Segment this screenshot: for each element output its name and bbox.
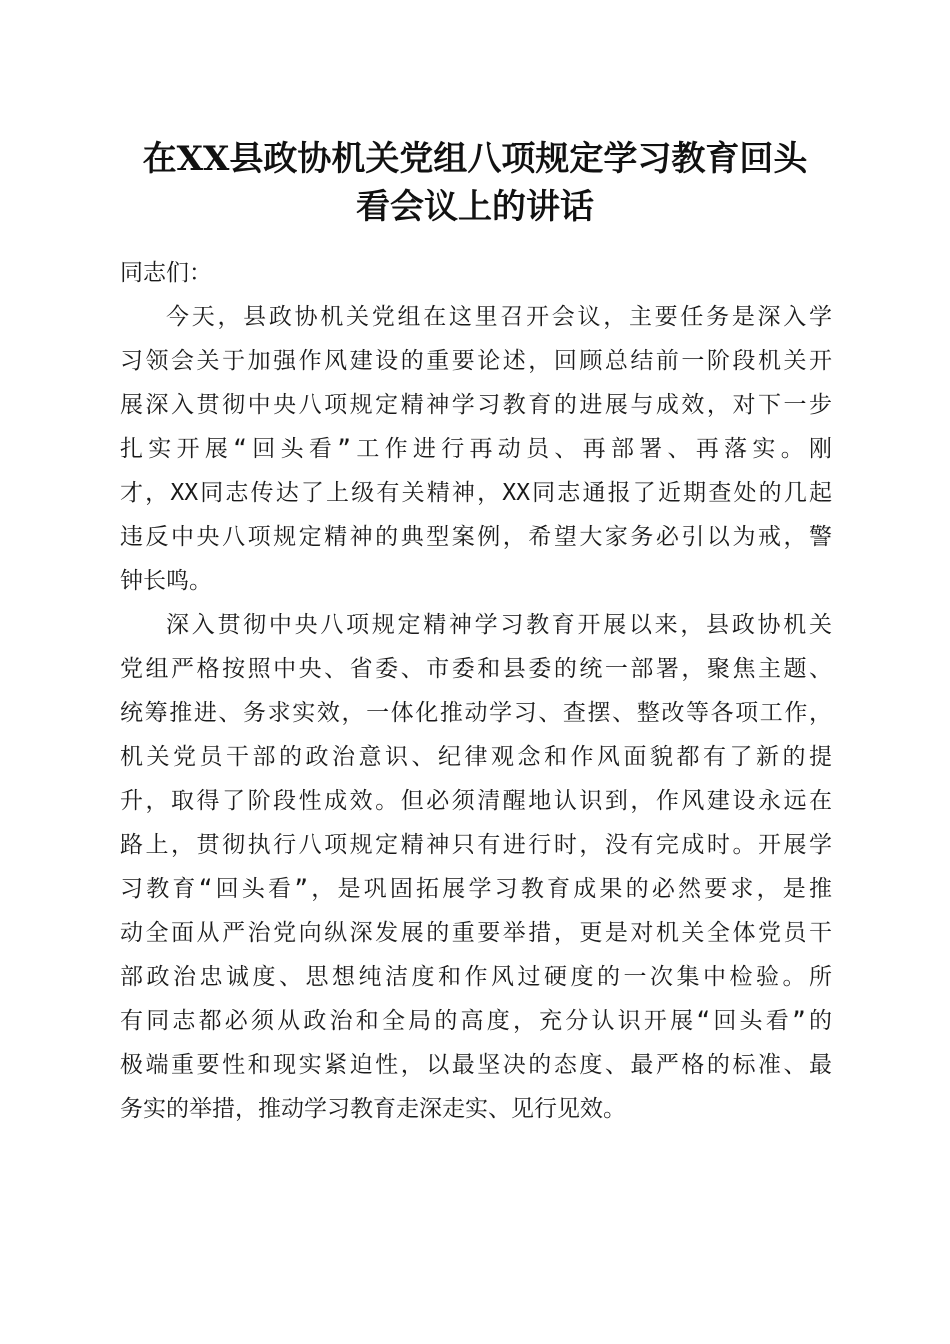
text-line: 务实的举措，推动学习教育走深走实、见行见效。 <box>120 1096 626 1122</box>
text-line: 习领会关于加强作风建设的重要论述，回顾总结前一阶段机关开 <box>120 348 832 374</box>
paragraph <box>120 295 832 603</box>
text-line: 极端重要性和现实紧迫性，以最坚决的态度、最严格的标准、最 <box>120 1052 832 1078</box>
text-line: 有同志都必须从政治和全局的高度，充分认识开展“回头看”的 <box>120 1008 832 1034</box>
text-line: 部政治忠诚度、思想纯洁度和作风过硬度的一次集中检验。所 <box>120 964 832 990</box>
text-line: 动全面从严治党向纵深发展的重要举措，更是对机关全体党员干 <box>120 920 832 946</box>
title-line: 看会议上的讲话 <box>356 187 594 227</box>
paragraph <box>120 603 832 1131</box>
text-line: 习教育“回头看”，是巩固拓展学习教育成果的必然要求，是推 <box>120 876 832 902</box>
text-line: 机关党员干部的政治意识、纪律观念和作风面貌都有了新的提 <box>120 744 832 770</box>
text-line: 展深入贯彻中央八项规定精神学习教育的进展与成效，对下一步 <box>120 392 832 418</box>
text-line: 党组严格按照中央、省委、市委和县委的统一部署，聚焦主题、 <box>120 656 832 682</box>
text-line: 才，XX同志传达了上级有关精神，XX同志通报了近期查处的几起 <box>120 480 832 506</box>
text-line: 路上，贯彻执行八项规定精神只有进行时，没有完成时。开展学 <box>120 832 832 858</box>
salutation: 同志们： <box>120 260 212 286</box>
document-title <box>110 135 840 231</box>
text-line: 违反中央八项规定精神的典型案例，希望大家务必引以为戒，警 <box>120 524 832 550</box>
text-line: 升，取得了阶段性成效。但必须清醒地认识到，作风建设永远在 <box>120 788 832 814</box>
text-line: 钟长鸣。 <box>120 568 212 594</box>
document-body <box>120 251 832 1131</box>
text-line: 今天，县政协机关党组在这里召开会议，主要任务是深入学 <box>166 304 832 330</box>
text-line: 扎实开展“回头看”工作进行再动员、再部署、再落实。刚 <box>120 436 832 462</box>
text-line: 统筹推进、务求实效，一体化推动学习、查摆、整改等各项工作， <box>120 700 832 726</box>
title-line: 在XX县政协机关党组八项规定学习教育回头 <box>142 139 808 179</box>
text-line: 深入贯彻中央八项规定精神学习教育开展以来，县政协机关 <box>166 612 832 638</box>
